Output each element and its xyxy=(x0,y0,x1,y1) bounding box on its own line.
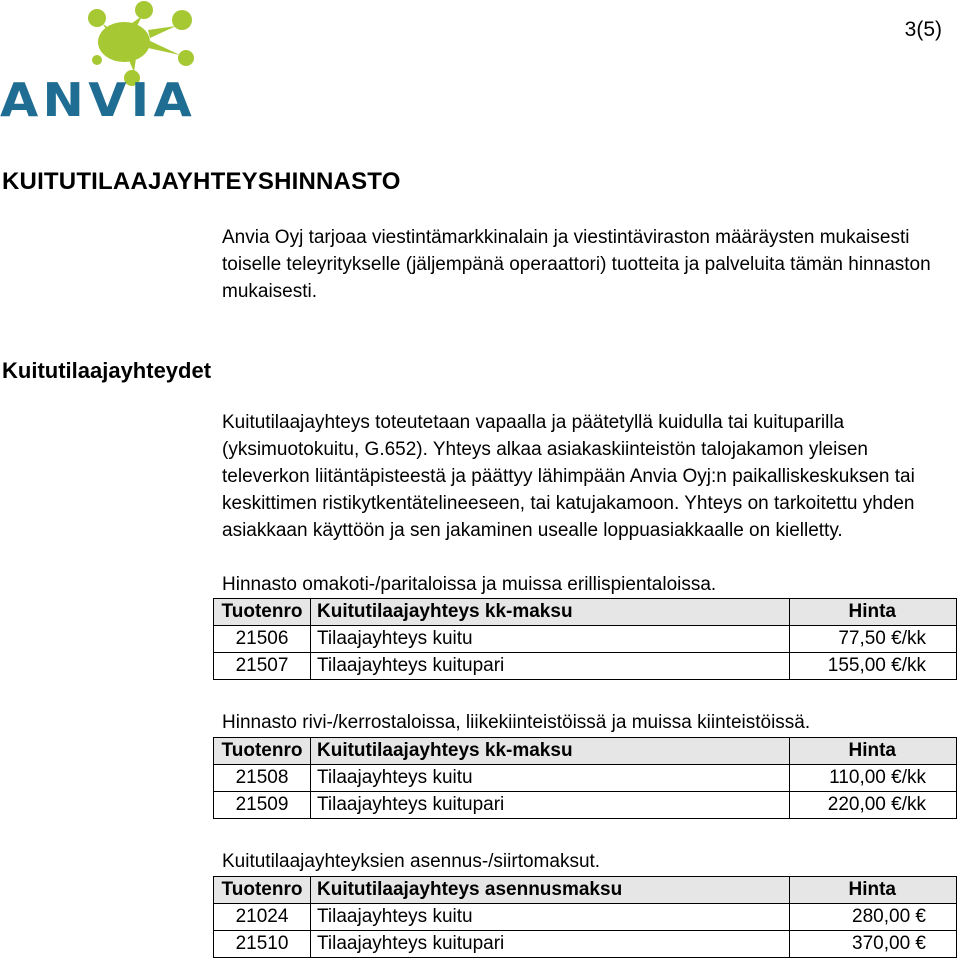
table-header-row xyxy=(214,599,957,626)
page-number: 3(5) xyxy=(904,18,942,41)
cell-name: Tilaajayhteys kuitu xyxy=(311,626,790,653)
header-price: Hinta xyxy=(790,599,957,626)
cell-price: 220,00 €/kk xyxy=(790,792,957,819)
cell-code: 21024 xyxy=(214,904,311,931)
intro-paragraph: Anvia Oyj tarjoaa viestintämarkkinalain ja viestintäviraston määräysten mukaisesti toiselle teleyritykselle (jäljempänä operaattori) tuotteita ja palveluita tämän hinnaston mukaisesti. xyxy=(222,227,931,302)
price-table xyxy=(213,598,957,680)
header-code: Tuotenro xyxy=(214,599,311,626)
cell-price: 110,00 €/kk xyxy=(790,765,957,792)
header-name: Kuitutilaajayhteys asennusmaksu xyxy=(311,877,790,904)
header-name: Kuitutilaajayhteys kk-maksu xyxy=(311,738,790,765)
table-row xyxy=(214,765,957,792)
table-header-row xyxy=(214,877,957,904)
header-price: Hinta xyxy=(790,738,957,765)
table-caption: Hinnasto rivi-/kerrostaloissa, liikekiinteistöissä ja muissa kiinteistöissä. xyxy=(222,712,811,733)
cell-code: 21510 xyxy=(214,931,311,958)
description-paragraph: Kuitutilaajayhteys toteutetaan vapaalla ja päätetyllä kuidulla tai kuituparilla (yksimuotokuitu, G.652). Yhteys alkaa asiakaskiinteistön talojakamon yleisen televerkon liitäntäpisteestä ja päättyy lähimpään Anvia Oyj:n paikalliskeskuksen tai keskittimen ristikytkentätelineeseen, tai katujakamoon. Yhteys on tarkoitettu yhden asiakkaan käyttöön ja sen jakaminen usealle loppuasiakkaalle on kielletty. xyxy=(222,412,915,541)
table-caption: Kuitutilaajayhteyksien asennus-/siirtomaksut. xyxy=(222,851,601,872)
header-code: Tuotenro xyxy=(214,877,311,904)
logo-wordmark: ANVIA xyxy=(0,73,196,120)
header-price: Hinta xyxy=(790,877,957,904)
cell-price: 155,00 €/kk xyxy=(790,653,957,680)
cell-name: Tilaajayhteys kuitupari xyxy=(311,653,790,680)
cell-code: 21509 xyxy=(214,792,311,819)
price-table xyxy=(213,737,957,819)
header-name: Kuitutilaajayhteys kk-maksu xyxy=(311,599,790,626)
cell-price: 280,00 € xyxy=(790,904,957,931)
table-row xyxy=(214,626,957,653)
table-row xyxy=(214,904,957,931)
document-title: KUITUTILAAJAYHTEYSHINNASTO xyxy=(2,168,401,195)
cell-price: 370,00 € xyxy=(790,931,957,958)
cell-name: Tilaajayhteys kuitu xyxy=(311,765,790,792)
table-row xyxy=(214,931,957,958)
header-code: Tuotenro xyxy=(214,738,311,765)
cell-name: Tilaajayhteys kuitupari xyxy=(311,792,790,819)
table-row xyxy=(214,653,957,680)
cell-name: Tilaajayhteys kuitupari xyxy=(311,931,790,958)
cell-code: 21506 xyxy=(214,626,311,653)
table-header-row xyxy=(214,738,957,765)
table-row xyxy=(214,792,957,819)
table-caption: Hinnasto omakoti-/paritaloissa ja muissa erillispientaloissa. xyxy=(222,574,717,595)
price-table xyxy=(213,876,957,958)
cell-price: 77,50 €/kk xyxy=(790,626,957,653)
cell-name: Tilaajayhteys kuitu xyxy=(311,904,790,931)
section-heading: Kuitutilaajayhteydet xyxy=(2,358,212,383)
cell-code: 21508 xyxy=(214,765,311,792)
cell-code: 21507 xyxy=(214,653,311,680)
anvia-logo xyxy=(0,0,200,120)
